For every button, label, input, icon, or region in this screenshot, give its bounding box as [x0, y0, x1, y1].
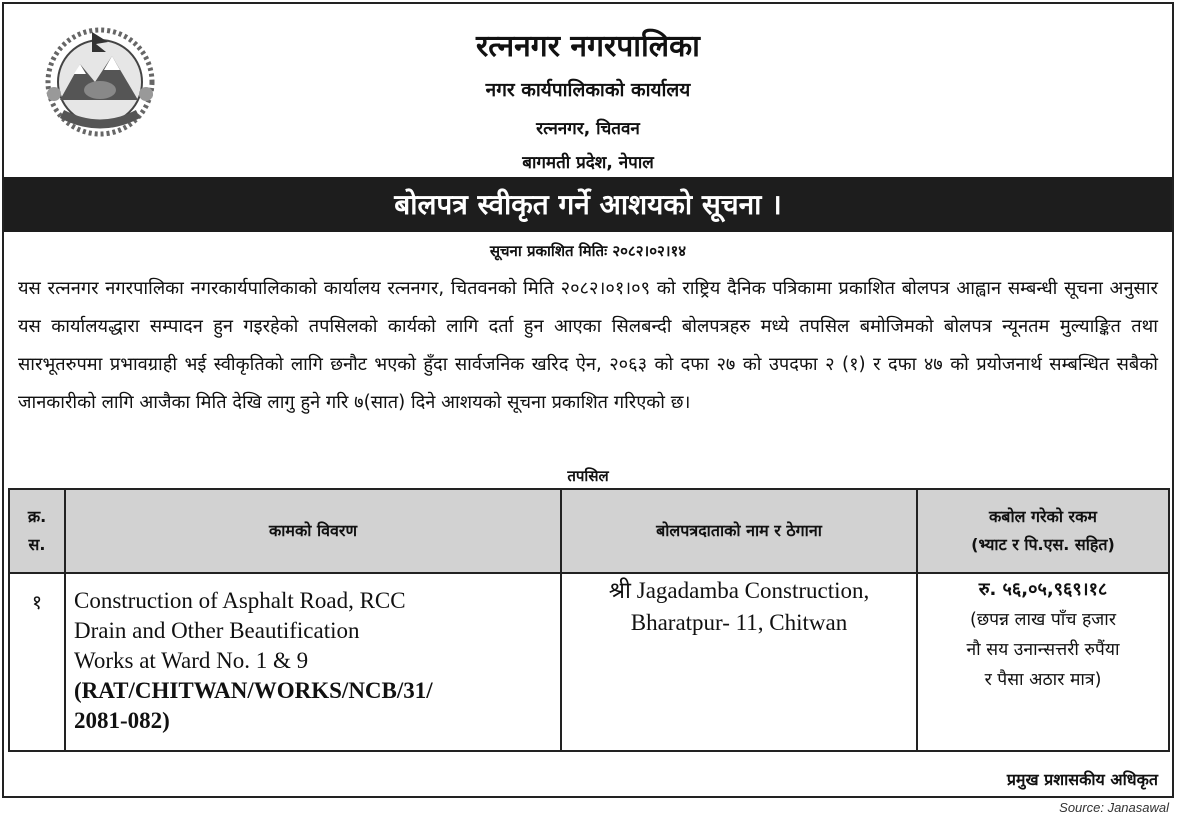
province-country: बागमती प्रदेश, नेपाल	[522, 153, 654, 173]
work-code: 2081-082)	[74, 708, 170, 733]
col-work-description: कामको विवरण	[65, 489, 561, 573]
municipality-name: रत्ननगर नगरपालिका	[476, 29, 700, 64]
table-row	[9, 573, 1169, 751]
col-serial-number	[9, 489, 65, 573]
row-bidder	[561, 573, 917, 751]
amount-words: र पैसा अठार मात्र)	[984, 670, 1102, 690]
row-serial: १	[9, 573, 65, 751]
amount-words: (छपन्न लाख पाँच हजार	[970, 610, 1116, 630]
work-code: (RAT/CHITWAN/WORKS/NCB/31/	[74, 678, 433, 703]
notice-frame	[2, 2, 1174, 798]
amount-words: नौ सय उनान्सत्तरी रुपैंया	[966, 640, 1120, 660]
source-credit: Source: Janasawal	[1059, 800, 1169, 815]
work-line: Drain and Other Beautification	[74, 618, 360, 643]
published-date: सूचना प्रकाशित मितिः २०८२।०२।१४	[489, 242, 687, 260]
col-amount-label-1: कबोल गरेको रकम	[989, 507, 1097, 526]
office-address: रत्ननगर, चितवन	[536, 119, 640, 139]
col-serial-label-1: क्र.	[27, 507, 47, 526]
bidder-name: श्री Jagadamba Construction,	[608, 578, 870, 603]
col-amount	[917, 489, 1169, 573]
bid-award-table	[8, 488, 1170, 752]
signatory-title: प्रमुख प्रशासकीय अधिकृत	[1006, 770, 1158, 789]
row-work-description	[65, 573, 561, 751]
notice-body: यस रत्ननगर नगरपालिका नगरकार्यपालिकाको कार्यालय रत्ननगर, चितवनको मिति २०८२।०१।०९ को राष्ट्रिय दैनिक पत्रिकामा प्रकाशित बोलपत्र आह्वान सम्बन्धी सूचना अनुसार यस कार्यालयद्धारा सम्पादन हुन गइरहेको तपसिलको कार्यको लागि दर्ता हुन आएका सिलबन्दी बोलपत्रहरु मध्ये तपसिल बमोजिमको बोलपत्र न्यूनतम मुल्याङ्कित तथा सारभूतरुपमा प्रभावग्राही भई स्वीकृतिको लागि छनौट भएको हुँदा सार्वजनिक खरिद ऐन, २०६३ को दफा २७ को उपदफा २ (१) र दफा ४७ को प्रयोजनार्थ सम्बन्धित सबैको जानकारीको लागि आजैका मिति देखि लागु हुने गरि ७(सात) दिने आशयको सूचना प्रकाशित गरिएको छ।	[18, 278, 1158, 413]
work-line: Works at Ward No. 1 & 9	[74, 648, 309, 673]
amount-figure: रु. ५६,०५,९६९।१८	[978, 579, 1108, 600]
notice-title-banner: बोलपत्र स्वीकृत गर्ने आशयको सूचना ।	[4, 177, 1172, 232]
office-name: नगर कार्यपालिकाको कार्यालय	[485, 79, 691, 101]
work-line: Construction of Asphalt Road, RCC	[74, 588, 406, 613]
bidder-address: Bharatpur- 11, Chitwan	[630, 610, 848, 635]
col-amount-label-2: (भ्याट र पि.एस. सहित)	[971, 535, 1115, 554]
col-bidder: बोलपत्रदाताको नाम र ठेगाना	[561, 489, 917, 573]
table-header-row	[9, 489, 1169, 573]
row-amount	[917, 573, 1169, 751]
schedule-heading: तपसिल	[567, 467, 609, 485]
col-serial-label-2: स.	[28, 535, 46, 554]
